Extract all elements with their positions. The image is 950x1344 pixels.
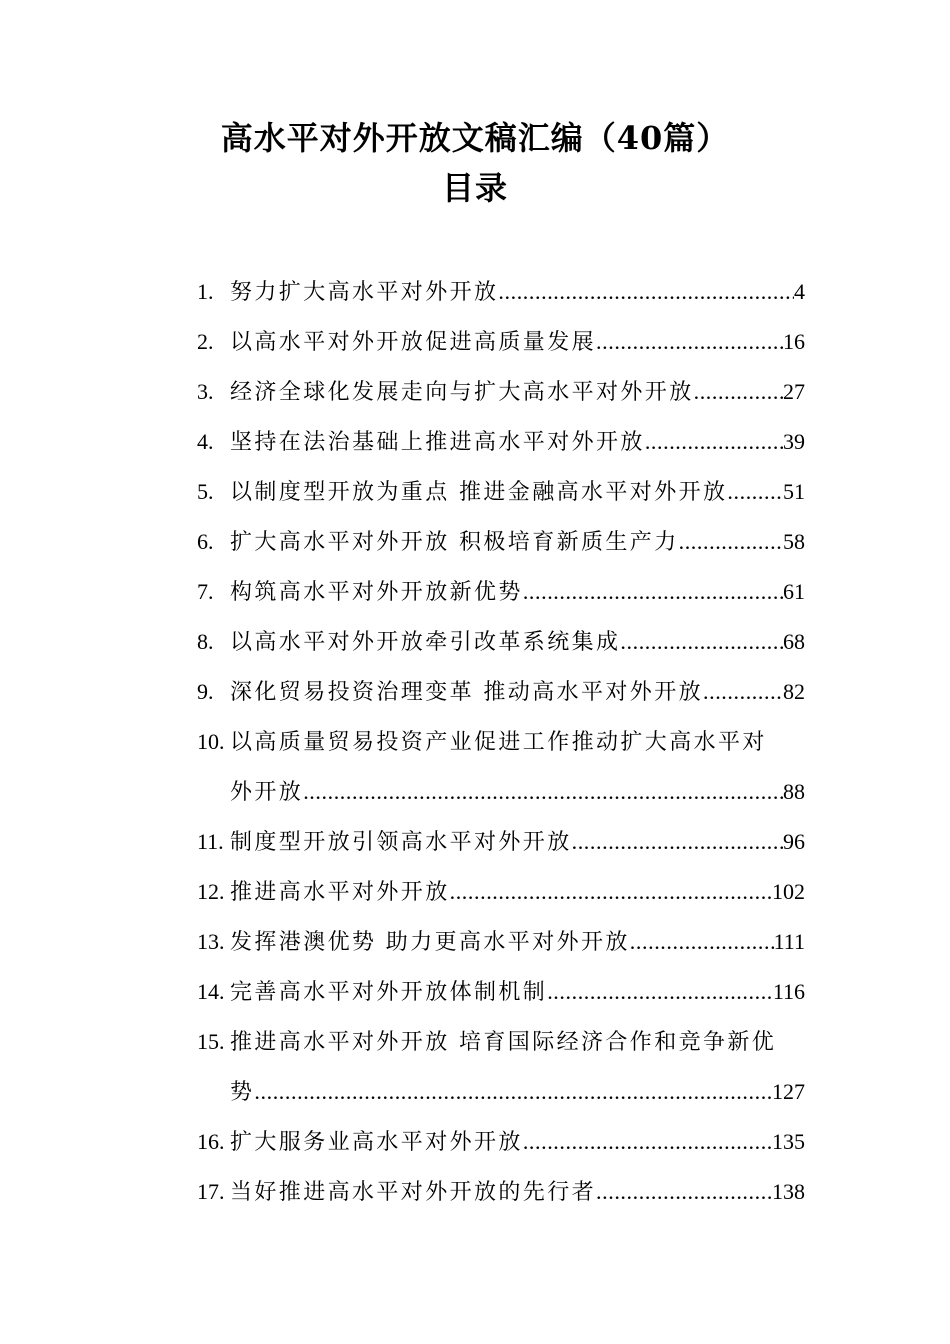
toc-entry-page: 111 xyxy=(773,929,805,954)
toc-entry-page: 102 xyxy=(772,879,805,904)
toc-entry-number: 2. xyxy=(197,329,214,354)
toc-leader-dots xyxy=(572,822,783,862)
toc-entry-title: 推进高水平对外开放 培育国际经济合作和竞争新优 xyxy=(230,1030,777,1055)
toc-entry-page: 39 xyxy=(783,429,805,454)
toc-entry[interactable] xyxy=(197,1122,805,1172)
toc-entry[interactable] xyxy=(197,372,805,422)
toc-entry-number: 14. xyxy=(197,979,225,1004)
toc-leader-dots xyxy=(596,1172,772,1212)
toc-entry-page: 135 xyxy=(772,1129,805,1154)
toc-entry-number: 9. xyxy=(197,679,214,704)
toc-entry-title: 经济全球化发展走向与扩大高水平对外开放 xyxy=(230,380,694,405)
toc-entry-page: 116 xyxy=(772,979,805,1004)
toc-entry-page: 61 xyxy=(783,579,805,604)
toc-entry-number: 5. xyxy=(197,479,214,504)
toc-entry[interactable] xyxy=(197,572,805,622)
toc-entry-page: 58 xyxy=(783,529,805,554)
toc-entry[interactable] xyxy=(197,922,805,972)
toc-entry-number: 16. xyxy=(197,1129,225,1154)
toc-leader-dots xyxy=(694,372,783,412)
toc-leader-dots xyxy=(303,772,783,812)
toc-entry-number: 10. xyxy=(197,729,225,754)
toc-entry-number: 7. xyxy=(197,579,214,604)
toc-entry-number: 12. xyxy=(197,879,225,904)
toc-entry-number: 13. xyxy=(197,929,225,954)
toc-entry-title: 推进高水平对外开放 xyxy=(230,880,450,905)
toc-leader-dots xyxy=(620,622,783,662)
toc-leader-dots xyxy=(523,1122,772,1162)
toc-entry[interactable] xyxy=(197,672,805,722)
toc-leader-dots xyxy=(645,422,783,462)
toc-entry-title: 以高质量贸易投资产业促进工作推动扩大高水平对 xyxy=(230,730,767,755)
toc-entry-page: 51 xyxy=(783,479,805,504)
toc-entry-page: 127 xyxy=(772,1079,805,1104)
toc-entry-page: 96 xyxy=(783,829,805,854)
toc-leader-dots xyxy=(547,972,773,1012)
toc-entry-title: 扩大高水平对外开放 积极培育新质生产力 xyxy=(230,530,679,555)
toc-leader-dots xyxy=(727,472,783,512)
toc-entry-continuation[interactable] xyxy=(197,1072,805,1122)
toc-entry-title: 当好推进高水平对外开放的先行者 xyxy=(230,1180,597,1205)
toc-entry-title: 坚持在法治基础上推进高水平对外开放 xyxy=(230,430,645,455)
toc-entry-title-continued: 势 xyxy=(230,1080,255,1105)
toc-entry-page: 27 xyxy=(783,379,805,404)
toc-entry-page: 88 xyxy=(783,779,805,804)
toc-entry-title: 完善高水平对外开放体制机制 xyxy=(230,980,548,1005)
toc-entry[interactable] xyxy=(197,872,805,922)
toc-entry-page: 4 xyxy=(794,279,805,304)
toc-entry[interactable] xyxy=(197,472,805,522)
toc-entry[interactable] xyxy=(197,422,805,472)
toc-leader-dots xyxy=(498,272,794,312)
toc-leader-dots xyxy=(630,922,774,962)
toc-entry-title: 以制度型开放为重点 推进金融高水平对外开放 xyxy=(230,480,728,505)
toc-entry-continuation[interactable] xyxy=(197,772,805,822)
toc-entry-title: 扩大服务业高水平对外开放 xyxy=(230,1130,523,1155)
toc-entry-number: 4. xyxy=(197,429,214,454)
toc-entry[interactable] xyxy=(197,822,805,872)
toc-entry[interactable] xyxy=(197,722,805,772)
toc-leader-dots xyxy=(450,872,772,912)
toc-entry-page: 16 xyxy=(783,329,805,354)
toc-entry[interactable] xyxy=(197,972,805,1022)
table-of-contents xyxy=(197,272,805,1222)
toc-entry-title: 深化贸易投资治理变革 推动高水平对外开放 xyxy=(230,680,703,705)
toc-entry-title: 制度型开放引领高水平对外开放 xyxy=(230,830,572,855)
toc-entry[interactable] xyxy=(197,522,805,572)
toc-leader-dots xyxy=(254,1072,772,1112)
toc-entry-page: 68 xyxy=(783,629,805,654)
toc-entry-number: 15. xyxy=(197,1029,225,1054)
toc-entry-page: 82 xyxy=(783,679,805,704)
toc-entry-title: 以高水平对外开放促进高质量发展 xyxy=(230,330,597,355)
toc-heading: 目录 xyxy=(441,169,508,207)
toc-entry-title-continued: 外开放 xyxy=(230,780,304,805)
toc-leader-dots xyxy=(703,672,783,712)
toc-entry-number: 6. xyxy=(197,529,214,554)
toc-entry-number: 11. xyxy=(197,829,224,854)
toc-entry[interactable] xyxy=(197,622,805,672)
toc-entry-title: 构筑高水平对外开放新优势 xyxy=(230,580,523,605)
toc-leader-dots xyxy=(523,572,783,612)
toc-entry-number: 8. xyxy=(197,629,214,654)
toc-entry[interactable] xyxy=(197,272,805,322)
toc-entry[interactable] xyxy=(197,1172,805,1222)
toc-entry-number: 17. xyxy=(197,1179,225,1204)
toc-entry-title: 努力扩大高水平对外开放 xyxy=(230,280,499,305)
toc-entry[interactable] xyxy=(197,1022,805,1072)
toc-entry-title: 以高水平对外开放牵引改革系统集成 xyxy=(230,630,621,655)
toc-entry-page: 138 xyxy=(772,1179,805,1204)
toc-leader-dots xyxy=(679,522,783,562)
toc-entry-number: 1. xyxy=(197,279,214,304)
toc-entry-title: 发挥港澳优势 助力更高水平对外开放 xyxy=(230,930,630,955)
document-title: 高水平对外开放文稿汇编（40篇） xyxy=(220,119,730,157)
toc-leader-dots xyxy=(596,322,783,362)
toc-entry-number: 3. xyxy=(197,379,214,404)
toc-entry[interactable] xyxy=(197,322,805,372)
